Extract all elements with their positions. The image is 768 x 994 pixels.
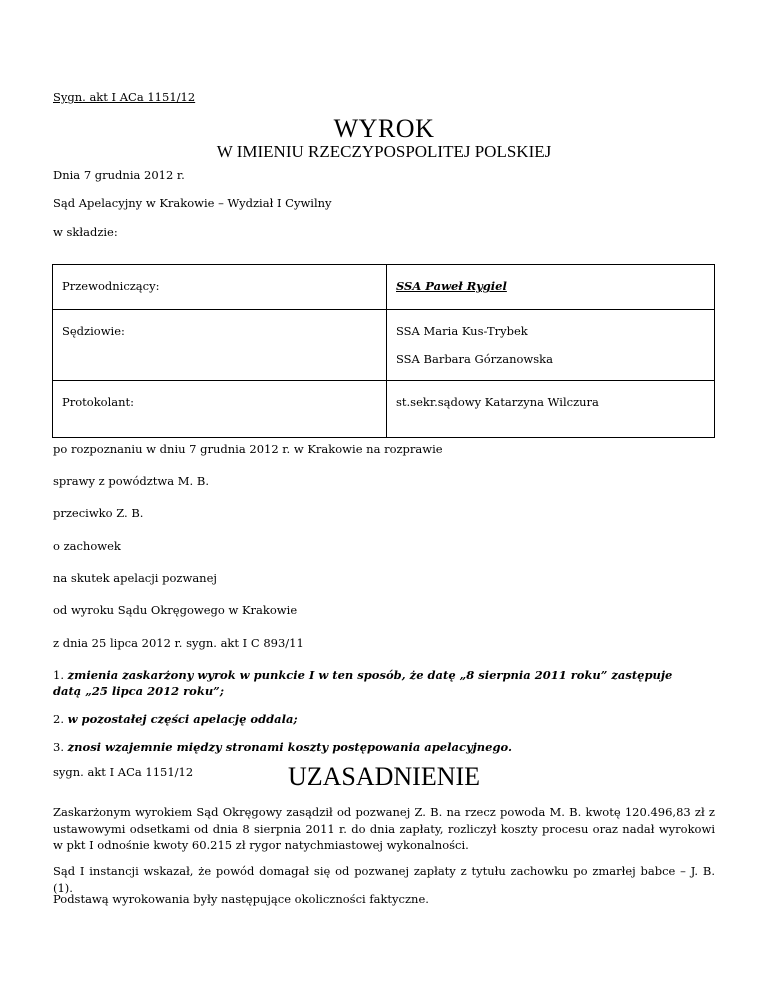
justification-paragraph-2: Sąd I instancji wskazał, że powód domagał się od pozwanej zapłaty z tytułu zachowku po zmarłej babce – J. B. (1). xyxy=(53,864,715,895)
court-composition-table xyxy=(52,264,715,438)
presiding-judge: SSA Paweł Rygiel xyxy=(396,279,507,293)
ruling-date: Dnia 7 grudnia 2012 r. xyxy=(53,168,185,182)
judge-1: SSA Maria Kus-Trybek xyxy=(396,324,528,338)
judges-label: Sędziowie: xyxy=(62,324,125,338)
composition-intro: w składzie: xyxy=(53,225,118,239)
case-line-2: sprawy z powództwa M. B. xyxy=(53,474,209,488)
justification-title: UZASADNIENIE xyxy=(287,762,481,791)
ruling-item-3 xyxy=(53,740,512,754)
table-row xyxy=(53,265,715,310)
case-line-3: przeciwko Z. B. xyxy=(53,506,144,520)
table-row xyxy=(53,381,715,438)
case-line-1: po rozpoznaniu w dniu 7 grudnia 2012 r. w Krakowie na rozprawie xyxy=(53,442,443,456)
ruling-item-text: zmienia zaskarżony wyrok w punkcie I w ten sposób, że datę „8 sierpnia 2011 roku” zastępuje xyxy=(67,668,673,682)
presiding-label: Przewodniczący: xyxy=(62,279,160,293)
clerk-name: st.sekr.sądowy Katarzyna Wilczura xyxy=(396,395,599,409)
case-line-4: o zachowek xyxy=(53,539,121,553)
case-line-7: z dnia 25 lipca 2012 r. sygn. akt I C 893/11 xyxy=(53,636,304,650)
document-subtitle: W IMIENIU RZECZYPOSPOLITEJ POLSKIEJ xyxy=(216,142,552,161)
ruling-item-2 xyxy=(53,712,298,726)
court-name: Sąd Apelacyjny w Krakowie – Wydział I Cywilny xyxy=(53,196,332,210)
ruling-item-number: 2. xyxy=(53,712,64,726)
justification-paragraph-3: Podstawą wyrokowania były następujące okoliczności faktyczne. xyxy=(53,892,429,906)
case-line-5: na skutek apelacji pozwanej xyxy=(53,571,217,585)
ruling-item-text: w pozostałej części apelację oddala; xyxy=(67,712,298,726)
ruling-item-text: znosi wzajemnie między stronami koszty postępowania apelacyjnego. xyxy=(67,740,512,754)
ruling-item-1 xyxy=(53,668,672,682)
table-row xyxy=(53,310,715,381)
justification-paragraph-1: Zaskarżonym wyrokiem Sąd Okręgowy zasądził od pozwanej Z. B. na rzecz powoda M. B. kwotę 120.496,83 zł z ustawowymi odsetkami od dnia 8 sierpnia 2011 r. do dnia zapłaty, rozliczył koszty procesu oraz nadał wyrokowi w pkt I odnośnie kwoty 60.215 zł rygor natychmiastowej wykonalności. xyxy=(53,805,715,852)
ruling-item-1-continued: datą „25 lipca 2012 roku”; xyxy=(53,684,225,698)
document-title: WYROK xyxy=(333,114,435,143)
ruling-item-number: 3. xyxy=(53,740,64,754)
clerk-label: Protokolant: xyxy=(62,395,135,409)
justification-signature: sygn. akt I ACa 1151/12 xyxy=(53,765,194,779)
ruling-item-number: 1. xyxy=(53,668,64,682)
judge-2: SSA Barbara Górzanowska xyxy=(396,352,553,366)
case-signature-top: Sygn. akt I ACa 1151/12 xyxy=(53,90,196,104)
case-line-6: od wyroku Sądu Okręgowego w Krakowie xyxy=(53,603,298,617)
